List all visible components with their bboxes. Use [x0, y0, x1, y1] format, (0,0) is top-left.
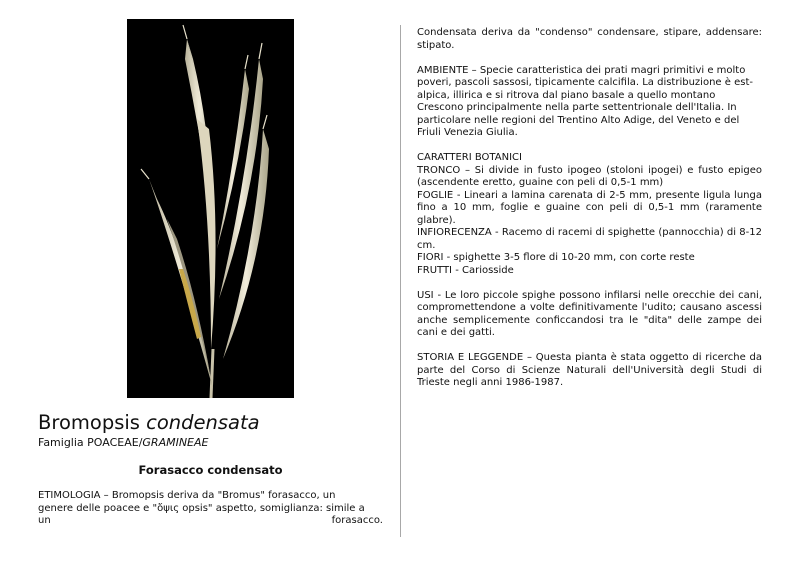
infiorescenza-text: INFIORECENZA - Racemo di racemi di spighette (pannocchia) di 8-12 cm.: [417, 227, 762, 251]
family-line: [38, 436, 209, 449]
etymology-last-right: forasacco.: [331, 515, 383, 526]
family-alt-name: GRAMINEAE: [142, 436, 209, 449]
tronco-text: TRONCO – Si divide in fusto ipogeo (stoloni ipogei) e fusto epigeo (ascendente eretto, guaine con peli di 0,5-1 mm): [417, 164, 762, 188]
fiori-text: FIORI - spighette 3-5 flore di 10-20 mm, con corte reste: [417, 252, 695, 263]
usi-text: USI - Le loro piccole spighe possono infilarsi nelle orecchie dei cani, compromettendone a volte definitivamente l'udito; causano ascessi anche semplicemente conficcandosi tra le "dita" delle zampe dei cani e dei gatti.: [417, 289, 762, 338]
frutti-text: FRUTTI - Cariosside: [417, 264, 514, 276]
plant-photo: [127, 19, 294, 398]
column-divider: [400, 25, 401, 537]
etymology-line-3: [38, 515, 383, 528]
distribution-text: Crescono principalmente nella parte settentrionale dell'Italia. In particolare nelle regioni del Trentino Alto Adige, del Veneto e del Friuli Venezia Giulia.: [417, 102, 740, 138]
common-name: Forasacco condensato: [138, 463, 283, 477]
etymology-line-2: genere delle poacee e "ὄψις opsis" aspetto, somiglianza: simile a: [38, 502, 365, 514]
foglie-text: FOGLIE - Lineari a lamina carenata di 2-5 mm, presente ligula lunga fino a 10 mm, foglie e guaine con peli di 0,5-1 mm (raramente glabre).: [417, 189, 762, 226]
etymology-line-1: ETIMOLOGIA – Bromopsis deriva da "Bromus" forasacco, un: [38, 490, 336, 501]
grass-spikelet-icon: [127, 19, 294, 398]
species-name: condensata: [146, 411, 260, 434]
family-name: Famiglia POACEAE/: [38, 436, 143, 449]
genus-name: Bromopsis: [38, 411, 140, 434]
intro-text: Condensata deriva da "condenso" condensare, stipare, addensare: stipato.: [417, 27, 762, 51]
etymology-last-left: un: [38, 515, 51, 526]
scientific-name: [38, 412, 260, 434]
etymology-section: [38, 490, 383, 528]
ambiente-text: AMBIENTE – Specie caratteristica dei prati magri primitivi e molto poveri, pascoli sassosi, tipicamente calcifila. La distribuzione è est-alpica, illirica e si ritrova dal piano basale a quello montano: [417, 64, 753, 101]
description-column: [417, 27, 762, 390]
caratteri-heading: CARATTERI BOTANICI: [417, 152, 522, 163]
storia-text: STORIA E LEGGENDE – Questa pianta è stata oggetto di ricerche da parte del Corso di Scienze Naturali dell'Università degli Studi di Trieste negli anni 1986-1987.: [417, 352, 762, 388]
